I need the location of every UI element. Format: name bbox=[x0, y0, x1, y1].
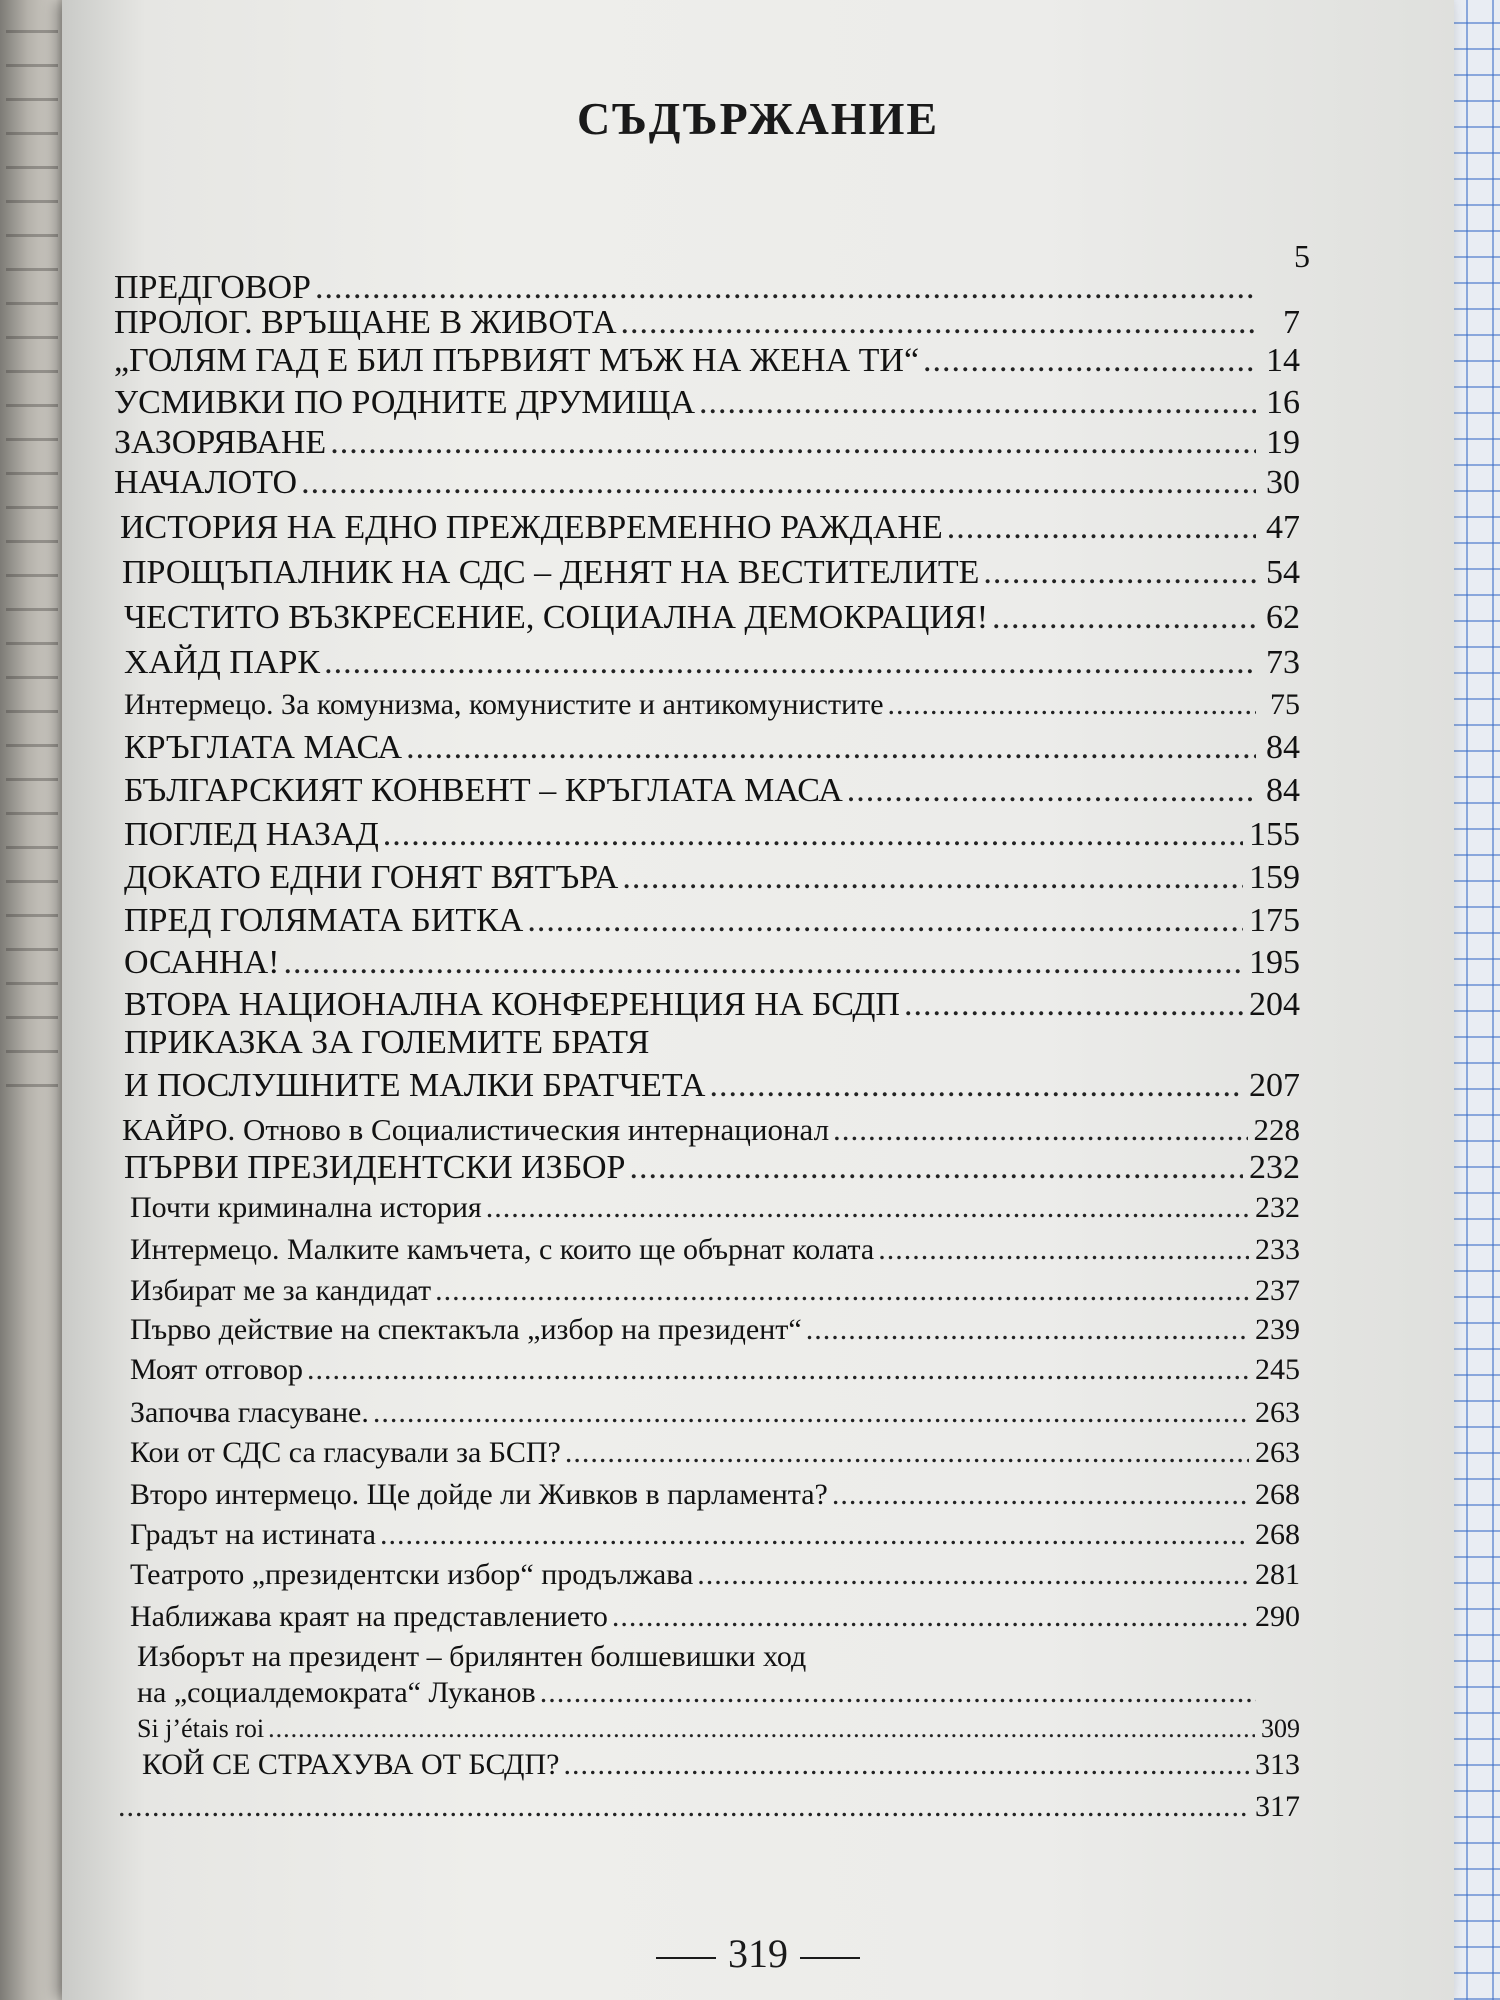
folio-dash-left bbox=[656, 1957, 716, 1959]
bleed-through-line bbox=[6, 1050, 58, 1053]
toc-entry-title: Първо действие на спектакъла „избор на президент“ bbox=[130, 1313, 802, 1346]
toc-row bbox=[137, 1716, 1300, 1742]
toc-entry-title: ПОГЛЕД НАЗАД bbox=[124, 816, 379, 853]
toc-page-number: 263 bbox=[1255, 1396, 1300, 1429]
toc-page-number: 7 bbox=[1283, 304, 1300, 341]
toc-page-number: 159 bbox=[1249, 859, 1300, 896]
toc-leader-dots bbox=[699, 386, 1256, 420]
bleed-through-line bbox=[6, 234, 58, 237]
toc-page-number: 84 bbox=[1266, 772, 1300, 809]
bleed-through-line bbox=[6, 642, 58, 645]
bleed-through-line bbox=[6, 540, 58, 543]
toc-leader-dots bbox=[565, 1438, 1249, 1468]
toc-row bbox=[120, 511, 1300, 545]
bleed-through-line bbox=[6, 166, 58, 169]
toc-row bbox=[130, 1438, 1300, 1468]
bleed-through-line bbox=[6, 574, 58, 577]
bleed-through-line bbox=[6, 98, 58, 101]
toc-page-number: 47 bbox=[1266, 509, 1300, 546]
toc-entry-title: ПРОЩЪПАЛНИК НА СДС – ДЕНЯТ НА ВЕСТИТЕЛИТЕ bbox=[122, 554, 980, 591]
toc-entry-title: Наближава краят на представлението bbox=[130, 1600, 608, 1633]
toc-leader-dots bbox=[527, 904, 1243, 938]
toc-leader-dots bbox=[373, 1398, 1249, 1428]
toc-entry-title: Второ интермецо. Ще дойде ли Живков в парламента? bbox=[130, 1478, 828, 1511]
page-title: СЪДЪРЖАНИЕ bbox=[576, 93, 940, 144]
bleed-through-line bbox=[6, 132, 58, 135]
toc-leader-dots bbox=[118, 1792, 1249, 1822]
toc-entry-title: ИСТОРИЯ НА ЕДНО ПРЕЖДЕВРЕМЕННО РАЖДАНЕ bbox=[120, 509, 943, 546]
toc-page-number: 239 bbox=[1255, 1313, 1300, 1346]
toc-entry-title: Градът на истината bbox=[130, 1518, 376, 1551]
toc-entry-title: ЧЕСТИТО ВЪЗКРЕСЕНИЕ, СОЦИАЛНА ДЕМОКРАЦИЯ! bbox=[124, 599, 989, 636]
toc-row bbox=[124, 946, 1300, 980]
bleed-through-line bbox=[6, 982, 58, 985]
toc-row bbox=[124, 646, 1300, 680]
toc-page-number: 268 bbox=[1255, 1478, 1300, 1511]
toc-row bbox=[130, 1355, 1300, 1385]
toc-entry-title: ЗАЗОРЯВАНЕ bbox=[114, 424, 327, 461]
book-page bbox=[62, 0, 1454, 2000]
toc-row bbox=[114, 306, 1300, 340]
toc-leader-dots bbox=[992, 601, 1256, 635]
toc-leader-dots bbox=[315, 271, 1256, 305]
toc-leader-dots bbox=[629, 1151, 1243, 1185]
toc-entry-title: Започва гласуване. bbox=[130, 1396, 369, 1429]
toc-row bbox=[124, 774, 1300, 808]
toc-leader-dots bbox=[806, 1315, 1249, 1345]
toc-entry-title: КРЪГЛАТА МАСА bbox=[124, 729, 403, 766]
toc-row bbox=[130, 1520, 1300, 1550]
toc-entry-title: ОСАННА! bbox=[124, 944, 280, 981]
toc-entry-title: ХАЙД ПАРК bbox=[124, 644, 321, 681]
toc-entry-title: Интермецо. За комунизма, комунистите и антикомунистите bbox=[124, 688, 884, 721]
toc-row bbox=[124, 861, 1300, 895]
toc-row bbox=[124, 1026, 1300, 1060]
toc-leader-dots bbox=[983, 556, 1256, 590]
toc-entry-title: Избират ме за кандидат bbox=[130, 1274, 432, 1307]
toc-row bbox=[124, 1069, 1300, 1103]
page-number bbox=[62, 1930, 1454, 1977]
toc-leader-dots bbox=[923, 344, 1256, 378]
toc-leader-dots bbox=[540, 1678, 1256, 1708]
toc-page-number: 62 bbox=[1266, 599, 1300, 636]
toc-page-number: 263 bbox=[1255, 1436, 1300, 1469]
toc-leader-dots bbox=[307, 1355, 1249, 1385]
toc-row bbox=[1262, 238, 1310, 274]
bleed-through-line bbox=[6, 1084, 58, 1087]
bleed-through-line bbox=[6, 744, 58, 747]
toc-page-number: 30 bbox=[1266, 464, 1300, 501]
toc-row bbox=[130, 1480, 1300, 1510]
bleed-through-line bbox=[6, 472, 58, 475]
toc-leader-dots bbox=[833, 1114, 1247, 1145]
toc-entry-title: ВТОРА НАЦИОНАЛНА КОНФЕРЕНЦИЯ НА БСДП bbox=[124, 986, 900, 1023]
page-number-value: 319 bbox=[728, 1931, 788, 1976]
toc-leader-dots bbox=[832, 1480, 1249, 1510]
toc-leader-dots bbox=[904, 988, 1243, 1022]
toc-entry-title: на „социалдемократа“ Луканов bbox=[137, 1676, 536, 1709]
bleed-through-line bbox=[6, 438, 58, 441]
toc-leader-dots bbox=[621, 306, 1257, 340]
toc-entry-title: И ПОСЛУШНИТЕ МАЛКИ БРАТЧЕТА bbox=[124, 1067, 706, 1104]
toc-leader-dots bbox=[612, 1602, 1249, 1632]
table-of-contents bbox=[62, 0, 1454, 2000]
toc-page-number: 281 bbox=[1255, 1558, 1300, 1591]
toc-row bbox=[137, 1642, 1300, 1672]
toc-leader-dots bbox=[697, 1560, 1249, 1590]
toc-row bbox=[130, 1315, 1300, 1345]
toc-row bbox=[130, 1602, 1300, 1632]
toc-entry-title: Почти криминална история bbox=[130, 1191, 482, 1224]
toc-entry-title: Кои от СДС са гласували за БСП? bbox=[130, 1436, 561, 1469]
bleed-through-line bbox=[6, 846, 58, 849]
toc-page-number: 232 bbox=[1249, 1149, 1300, 1186]
bleed-through-line bbox=[6, 676, 58, 679]
toc-entry-title: ПРИКАЗКА ЗА ГОЛЕМИТЕ БРАТЯ bbox=[124, 1024, 650, 1061]
toc-leader-dots bbox=[284, 946, 1244, 980]
toc-leader-dots bbox=[301, 466, 1256, 500]
toc-page-number: 232 bbox=[1255, 1191, 1300, 1224]
toc-leader-dots bbox=[847, 774, 1256, 808]
toc-page-number: 84 bbox=[1266, 729, 1300, 766]
toc-page-number: 204 bbox=[1249, 986, 1300, 1023]
toc-entry-title: НАЧАЛОТО bbox=[114, 464, 298, 501]
toc-page-number: 309 bbox=[1261, 1714, 1300, 1743]
toc-row bbox=[130, 1398, 1300, 1428]
bleed-through-line bbox=[6, 404, 58, 407]
bleed-through-line bbox=[6, 64, 58, 67]
bleed-through-line bbox=[6, 914, 58, 917]
toc-row bbox=[114, 426, 1300, 460]
toc-entry-title: КАЙРО. Отново в Социалистическия интернационал bbox=[122, 1112, 830, 1147]
toc-page-number: 245 bbox=[1255, 1353, 1300, 1386]
toc-row bbox=[114, 386, 1300, 420]
toc-entry-title: ДОКАТО ЕДНИ ГОНЯТ ВЯТЪРА bbox=[124, 859, 619, 896]
toc-entry-title: БЪЛГАРСКИЯТ КОНВЕНТ – КРЪГЛАТА МАСА bbox=[124, 772, 843, 809]
toc-page-number: 268 bbox=[1255, 1518, 1300, 1551]
toc-row bbox=[114, 466, 1300, 500]
toc-leader-dots bbox=[435, 1276, 1249, 1306]
toc-leader-dots bbox=[268, 1716, 1255, 1742]
toc-row bbox=[124, 601, 1300, 635]
bleed-through-line bbox=[6, 506, 58, 509]
bleed-through-line bbox=[6, 778, 58, 781]
toc-leader-dots bbox=[330, 426, 1256, 460]
toc-entry-title: КОЙ СЕ СТРАХУВА ОТ БСДП? bbox=[142, 1748, 560, 1781]
bleed-through-line bbox=[6, 268, 58, 271]
bleed-through-line bbox=[6, 880, 58, 883]
toc-entry-title: ПРЕД ГОЛЯМАТА БИТКА bbox=[124, 902, 524, 939]
toc-page-number: 237 bbox=[1255, 1274, 1300, 1307]
bleed-through-line bbox=[6, 30, 58, 33]
toc-leader-dots bbox=[324, 646, 1256, 680]
toc-entry-title: Интермецо. Малките камъчета, с които ще обърнат колата bbox=[130, 1233, 875, 1266]
toc-entry-title: Si j’étais roi bbox=[137, 1714, 265, 1743]
bleed-through-line bbox=[6, 608, 58, 611]
folio-dash-right bbox=[800, 1957, 860, 1959]
bleed-through-line bbox=[6, 812, 58, 815]
toc-page-number: 16 bbox=[1266, 384, 1300, 421]
toc-leader-dots bbox=[622, 861, 1243, 895]
toc-leader-dots bbox=[947, 511, 1256, 545]
toc-row bbox=[122, 1114, 1300, 1145]
toc-page-number: 73 bbox=[1266, 644, 1300, 681]
toc-leader-dots bbox=[380, 1520, 1249, 1550]
bleed-through-line bbox=[6, 302, 58, 305]
toc-row bbox=[124, 690, 1300, 720]
bleed-through-line bbox=[6, 710, 58, 713]
bleed-through-line bbox=[6, 948, 58, 951]
bleed-through-line bbox=[6, 200, 58, 203]
toc-page-number: 175 bbox=[1249, 902, 1300, 939]
toc-leader-dots bbox=[406, 731, 1256, 765]
toc-page-number: 14 bbox=[1266, 342, 1300, 379]
toc-page-number: 195 bbox=[1249, 944, 1300, 981]
toc-page-number: 233 bbox=[1255, 1233, 1300, 1266]
toc-leader-dots bbox=[709, 1069, 1243, 1103]
toc-leader-dots bbox=[888, 690, 1256, 720]
toc-page-number: 317 bbox=[1255, 1790, 1300, 1823]
bleed-through-line bbox=[6, 1016, 58, 1019]
toc-page-number: 5 bbox=[1294, 238, 1310, 274]
toc-row bbox=[130, 1235, 1300, 1265]
toc-row bbox=[124, 731, 1300, 765]
toc-page-number: 19 bbox=[1266, 424, 1300, 461]
bleed-through-line bbox=[6, 370, 58, 373]
toc-row bbox=[122, 556, 1300, 590]
toc-entry-title: ПЪРВИ ПРЕЗИДЕНТСКИ ИЗБОР bbox=[124, 1149, 626, 1186]
toc-row bbox=[124, 1151, 1300, 1185]
toc-page-number: 75 bbox=[1270, 688, 1300, 721]
toc-page-number: 290 bbox=[1255, 1600, 1300, 1633]
bleed-through-line bbox=[6, 336, 58, 339]
toc-row bbox=[114, 1792, 1300, 1822]
toc-row bbox=[114, 344, 1300, 378]
toc-page-number: 207 bbox=[1249, 1067, 1300, 1104]
toc-entry-title: УСМИВКИ ПО РОДНИТЕ ДРУМИЩА bbox=[114, 384, 696, 421]
toc-page-number: 155 bbox=[1249, 816, 1300, 853]
toc-row bbox=[130, 1560, 1300, 1590]
toc-page-number: 54 bbox=[1266, 554, 1300, 591]
toc-entry-title: „ГОЛЯМ ГАД Е БИЛ ПЪРВИЯТ МЪЖ НА ЖЕНА ТИ“ bbox=[114, 342, 920, 379]
toc-entry-title: Театрото „президентски избор“ продължава bbox=[130, 1558, 694, 1591]
toc-row bbox=[142, 1750, 1300, 1780]
toc-entry-title: ПРЕДГОВОР bbox=[114, 269, 311, 306]
toc-leader-dots bbox=[486, 1193, 1249, 1223]
toc-page-number: 313 bbox=[1255, 1748, 1300, 1781]
toc-row bbox=[124, 988, 1300, 1022]
toc-row bbox=[130, 1193, 1300, 1223]
toc-page-number: 228 bbox=[1253, 1112, 1300, 1147]
toc-row bbox=[130, 1276, 1300, 1306]
toc-leader-dots bbox=[563, 1750, 1249, 1780]
toc-leader-dots bbox=[878, 1235, 1249, 1265]
toc-row bbox=[137, 1678, 1300, 1708]
toc-entry-title: Изборът на президент – брилянтен болшевишки ход bbox=[137, 1640, 807, 1673]
toc-row bbox=[114, 271, 1300, 305]
toc-row bbox=[124, 818, 1300, 852]
toc-entry-title: Моят отговор bbox=[130, 1353, 303, 1386]
toc-row bbox=[124, 904, 1300, 938]
toc-entry-title: ПРОЛОГ. ВРЪЩАНЕ В ЖИВОТА bbox=[114, 304, 617, 341]
toc-leader-dots bbox=[383, 818, 1243, 852]
